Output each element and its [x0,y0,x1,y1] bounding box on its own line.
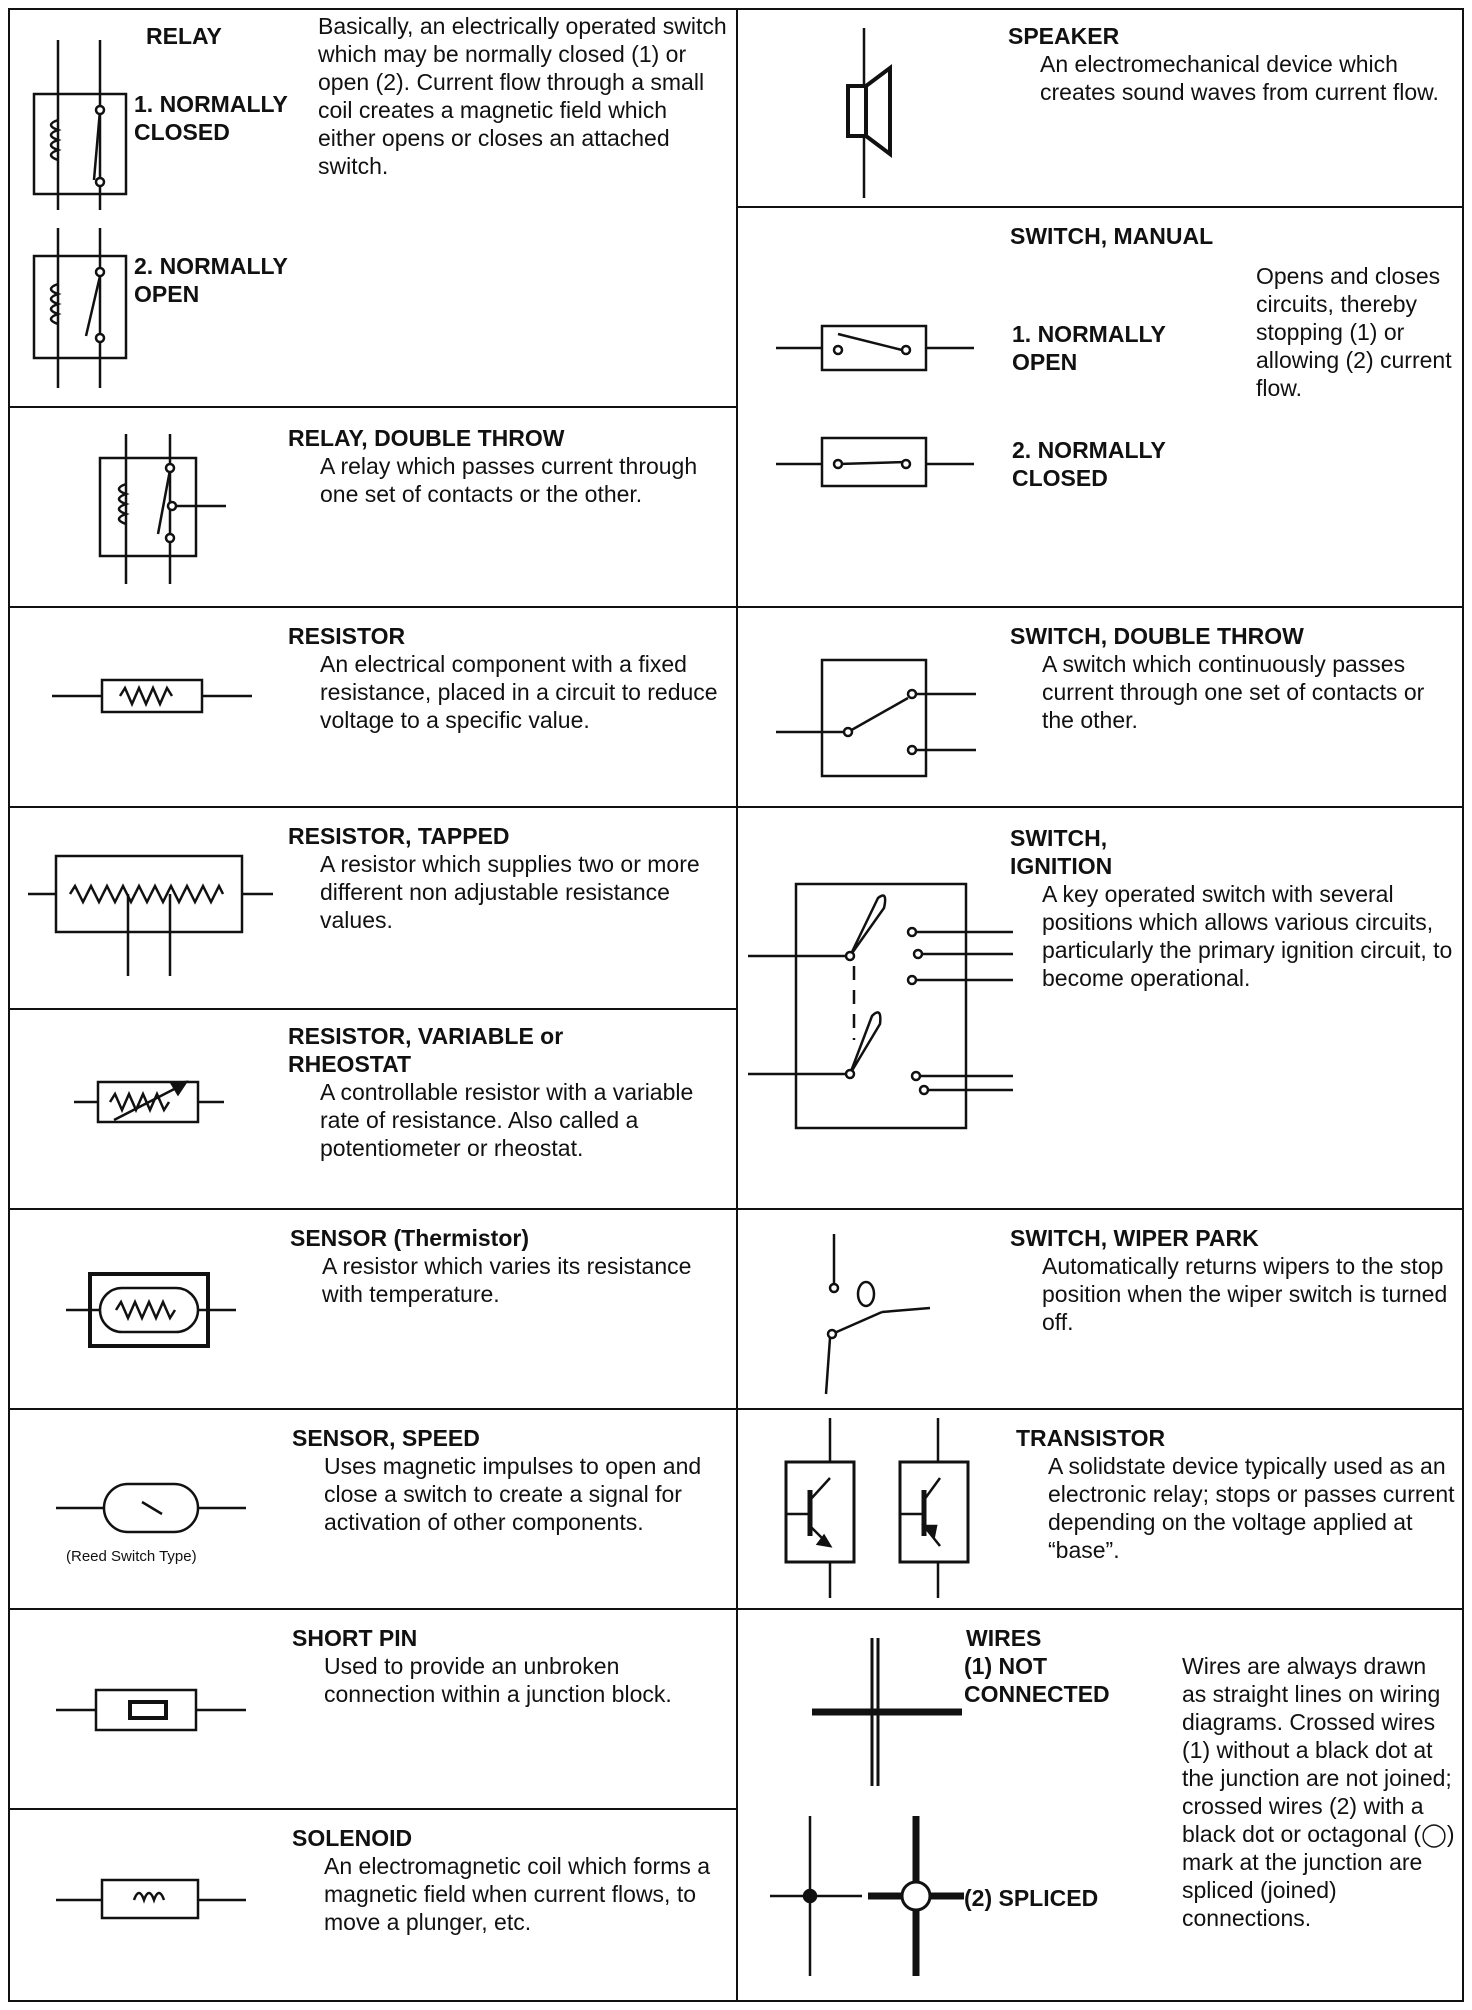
switch-ignition-title: SWITCH, IGNITION [1010,825,1113,879]
resistor-tapped-description: A resistor which supplies two or more different non adjustable resistance values. [320,851,700,933]
switch-manual-description: Opens and closes circuits, thereby stopping (1) or allowing (2) current flow. [1256,263,1452,401]
relay-double-throw-description: A relay which passes current through one set of contacts or the other. [320,453,698,507]
sensor-speed-title: SENSOR, SPEED [292,1425,480,1451]
switch-manual-nc-label: 2. NORMALLY CLOSED [1012,437,1166,491]
switch-ignition-description: A key operated switch with several positions which allows various circuits, particularly the primary ignition circuit, to become operational. [1042,881,1453,991]
resistor-tapped-text [288,822,728,934]
relay-normally-open-icon [30,228,130,388]
switch-manual-no-label: 1. NORMALLY OPEN [1012,321,1166,375]
resistor-variable-description: A controllable resistor with a variable rate of resistance. Also called a potentiometer or rheostat. [320,1079,694,1161]
resistor-tapped-title: RESISTOR, TAPPED [288,823,510,849]
row-divider [8,1408,736,1410]
relay-double-throw-text [288,424,728,508]
wires-description: Wires are always drawn as straight lines on wiring diagrams. Crossed wires (1) without a black dot at the junction are not joined; crossed wires (2) with a black dot or octagonal (◯) mark at the junction are spliced (joined) connections. [1182,1653,1455,1931]
short-pin-title: SHORT PIN [292,1625,418,1651]
resistor-variable-text [288,1022,728,1162]
solenoid-description: An electromagnetic coil which forms a magnetic field when current flows, to move a plunger, etc. [324,1853,711,1935]
speaker-text [1008,22,1448,106]
switch-manual-title: SWITCH, MANUAL [1010,223,1214,249]
ignition-switch-icon [748,880,1013,1132]
solenoid-text [292,1824,732,1936]
resistor-title: RESISTOR [288,623,406,649]
relay-title: RELAY [146,23,222,49]
row-divider [736,606,1464,608]
wires-not-connected-icon [812,1638,962,1786]
relay-normally-closed-icon [30,40,130,210]
reed-switch-caption: (Reed Switch Type) [66,1548,197,1565]
column-divider [736,8,738,2002]
switch-double-throw-text [1010,622,1460,734]
wires-title: WIRES [966,1625,1042,1651]
resistor-tapped-icon [28,852,273,976]
switch-wiper-park-text [1010,1224,1460,1336]
sensor-speed-description: Uses magnetic impulses to open and close a switch to create a signal for activation of other components. [324,1453,702,1535]
row-divider [8,806,736,808]
wires-spliced-octagon-icon [868,1816,964,1976]
switch-double-throw-icon [776,656,976,782]
solenoid-title: SOLENOID [292,1825,413,1851]
switch-normally-open-icon [776,320,974,380]
sensor-thermistor-text [290,1224,730,1308]
sensor-thermistor-description: A resistor which varies its resistance with temperature. [322,1253,692,1307]
wires-not-connected-label: (1) NOT CONNECTED [964,1653,1110,1707]
relay-double-throw-icon [96,434,226,584]
resistor-text [288,622,728,734]
solenoid-icon [56,1874,246,1924]
sensor-thermistor-title: SENSOR (Thermistor) [290,1225,529,1251]
row-divider [8,606,736,608]
short-pin-icon [56,1686,246,1736]
switch-double-throw-title: SWITCH, DOUBLE THROW [1010,623,1304,649]
speaker-title: SPEAKER [1008,23,1120,49]
resistor-icon [52,676,252,716]
rheostat-icon [74,1076,224,1126]
wires-spliced-label: (2) SPLICED [964,1885,1099,1911]
relay-double-throw-title: RELAY, DOUBLE THROW [288,425,565,451]
row-divider [8,1008,736,1010]
transistor-pnp-icon [894,1418,974,1598]
sensor-speed-text [292,1424,732,1536]
speaker-description: An electromechanical device which creates sound waves from current flow. [1040,51,1439,105]
row-divider [8,1208,736,1210]
short-pin-text [292,1624,732,1708]
transistor-description: A solidstate device typically used as an electronic relay; stops or passes current depending on the voltage applied at “base”. [1048,1453,1455,1563]
speaker-icon [840,28,900,198]
resistor-variable-title: RESISTOR, VARIABLE or RHEOSTAT [288,1023,564,1077]
relay-nc-label: 1. NORMALLY CLOSED [134,91,288,145]
row-divider [8,1608,736,1610]
row-divider [8,1808,736,1810]
relay-description: Basically, an electrically operated switch which may be normally closed (1) or open (2). Current flow through a small coil creates a magnetic field which either opens or closes an attached switch. [318,13,727,179]
switch-double-throw-description: A switch which continuously passes current through one set of contacts or the other. [1042,651,1425,733]
switch-wiper-park-title: SWITCH, WIPER PARK [1010,1225,1259,1251]
resistor-description: An electrical component with a fixed resistance, placed in a circuit to reduce voltage to a specific value. [320,651,718,733]
row-divider [736,1208,1464,1210]
switch-wiper-park-description: Automatically returns wipers to the stop position when the wiper switch is turned off. [1042,1253,1448,1335]
transistor-npn-icon [780,1418,860,1598]
relay-no-label: 2. NORMALLY OPEN [134,253,288,307]
reed-switch-icon [56,1476,246,1536]
row-divider [736,806,1464,808]
wiper-park-switch-icon [820,1234,940,1394]
row-divider [8,406,736,408]
short-pin-description: Used to provide an unbroken connection within a junction block. [324,1653,672,1707]
switch-normally-closed-icon [776,434,974,494]
row-divider [736,206,1464,208]
wires-spliced-dot-icon [770,1816,862,1976]
row-divider [736,1408,1464,1410]
row-divider [736,1608,1464,1610]
thermistor-icon [66,1270,236,1350]
transistor-text [1016,1424,1456,1564]
switch-ignition-text [1010,824,1460,992]
transistor-title: TRANSISTOR [1016,1425,1166,1451]
